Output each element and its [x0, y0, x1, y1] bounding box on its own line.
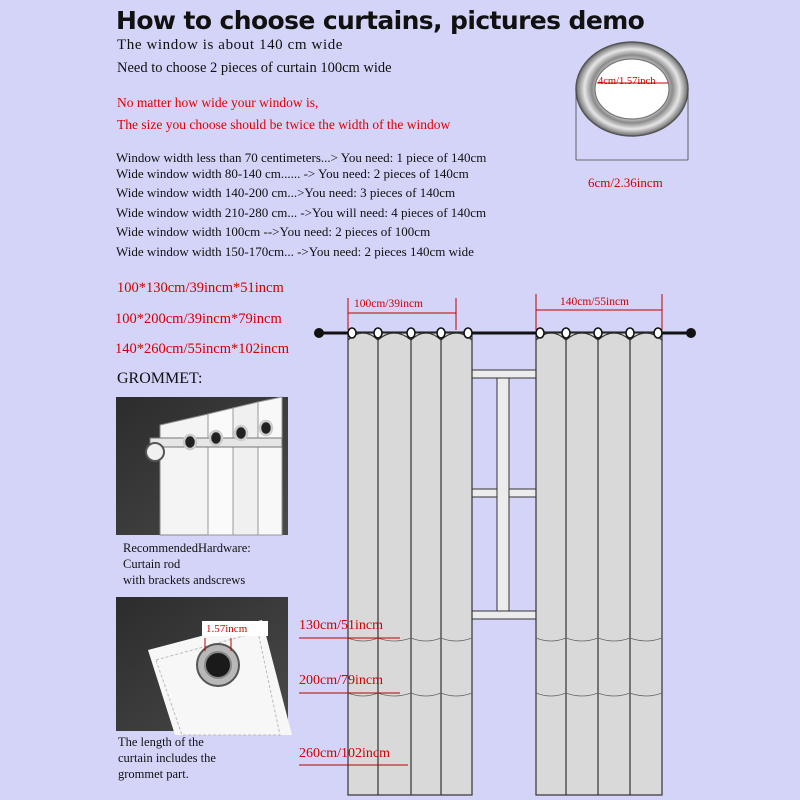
length-label: 260cm/102incm — [299, 746, 390, 761]
ring-outer-label: 6cm/2.36incm — [588, 175, 663, 190]
hardware-note-line: Curtain rod — [123, 557, 181, 571]
length-note-line: grommet part. — [118, 767, 189, 781]
length-label: 130cm/51incm — [299, 618, 383, 633]
hardware-note-line: RecommendedHardware: — [123, 541, 251, 555]
rule-line: Wide window width 210-280 cm... ->You will need: 4 pieces of 140cm — [116, 205, 487, 220]
page-title: How to choose curtains, pictures demo — [116, 6, 645, 35]
ring-inner-label: 4cm/1.57inch — [598, 76, 656, 87]
rule-line: Wide window width 100cm -->You need: 2 pieces of 100cm — [116, 224, 431, 239]
window-frame — [472, 370, 536, 619]
size-option: 140*260cm/55incm*102incm — [115, 341, 289, 357]
ring-illustration — [576, 42, 688, 160]
rule-line: Window width less than 70 centimeters...> You need: 1 piece of 140cm — [116, 150, 487, 165]
grommet-rod-photo — [116, 397, 288, 535]
subtitle-line-1: The window is about 140 cm wide — [117, 37, 344, 53]
rule-line: Wide window width 80-140 cm...... -> You need: 2 pieces of 140cm — [116, 166, 469, 181]
subtitle-line-2: Need to choose 2 pieces of curtain 100cm wide — [117, 60, 392, 76]
warning-line-2: The size you choose should be twice the width of the window — [117, 117, 451, 132]
size-option: 100*130cm/39incm*51incm — [117, 280, 284, 296]
warning-line-1: No matter how wide your window is, — [117, 95, 319, 110]
rule-line: Wide window width 150-170cm... ->You need: 2 pieces 140cm wide — [116, 244, 474, 259]
length-note-line: The length of the — [118, 735, 204, 749]
left-curtain-panel — [348, 328, 472, 795]
right-curtain-panel — [536, 328, 662, 795]
grommet-heading: GROMMET: — [117, 370, 203, 387]
size-option: 100*200cm/39incm*79incm — [115, 311, 282, 327]
rule-line: Wide window width 140-200 cm...>You need: 3 pieces of 140cm — [116, 185, 456, 200]
panel-width-left-label: 100cm/39incm — [354, 298, 423, 310]
grommet-closeup-label: 1.57incm — [206, 623, 248, 635]
panel-width-right-label: 140cm/55incm — [560, 296, 629, 308]
length-note-line: curtain includes the — [118, 751, 216, 765]
length-label: 200cm/79incm — [299, 673, 383, 688]
hardware-note-line: with brackets andscrews — [123, 573, 246, 587]
grommet-closeup-photo — [116, 597, 292, 735]
